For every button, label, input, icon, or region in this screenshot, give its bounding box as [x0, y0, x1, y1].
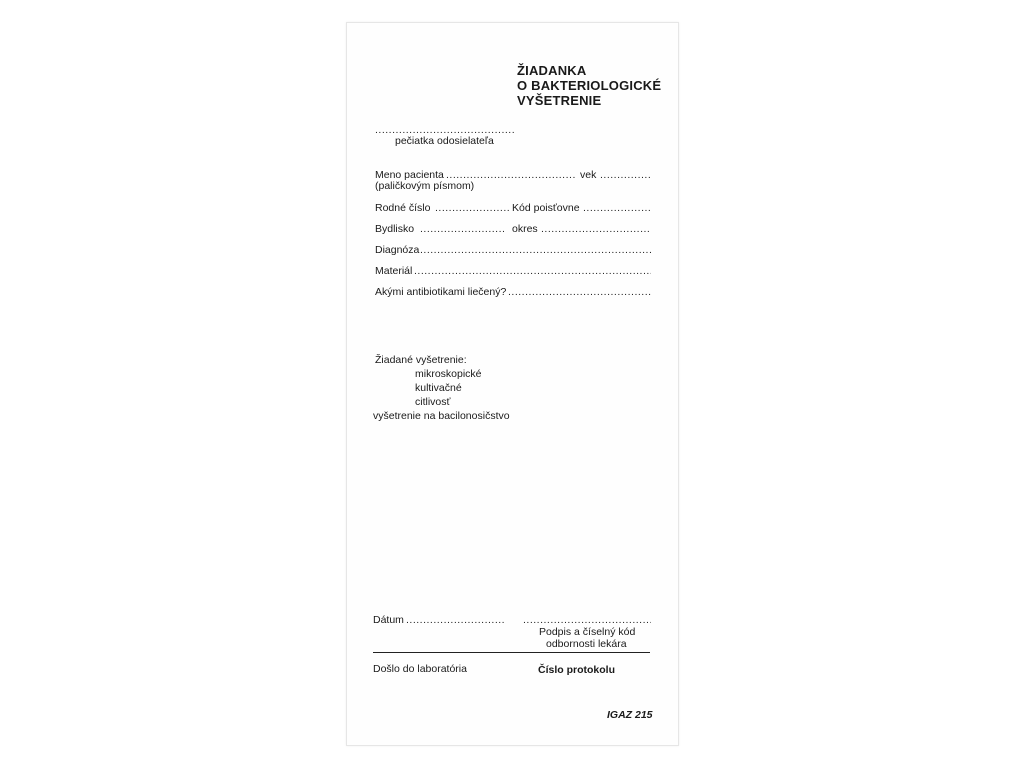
signature-field[interactable] [523, 614, 651, 626]
form-title-line-3: VYŠETRENIE [517, 93, 602, 108]
birth-number-field[interactable] [435, 202, 510, 214]
requested-exam-label: Žiadané vyšetrenie: [375, 354, 467, 366]
material-field[interactable] [414, 265, 651, 277]
option-culture[interactable]: kultivačné [415, 382, 462, 394]
protocol-label: Číslo protokolu [538, 664, 615, 676]
stamp-label: pečiatka odosielateľa [395, 135, 494, 147]
received-label: Došlo do laboratória [373, 663, 467, 675]
diagnosis-label: Diagnóza [375, 244, 420, 256]
material-label: Materiál [375, 265, 413, 277]
diagnosis-field[interactable] [420, 244, 651, 256]
form-code: IGAZ 215 [607, 709, 653, 721]
district-field[interactable] [541, 223, 651, 235]
block-letters-note: (paličkovým písmom) [375, 180, 475, 192]
antibiotics-label: Akými antibiotikami liečený? [375, 286, 507, 298]
residence-field[interactable] [420, 223, 506, 235]
option-microscopic[interactable]: mikroskopické [415, 368, 482, 380]
option-carrier-exam[interactable]: vyšetrenie na bacilonosičstvo [373, 410, 510, 422]
signature-label-line-2: odbornosti lekára [546, 638, 627, 650]
date-field[interactable] [406, 614, 506, 626]
footer-divider [373, 652, 650, 653]
district-label: okres [512, 223, 538, 235]
insurance-code-label: Kód poisťovne [512, 202, 580, 214]
residence-label: Bydlisko [375, 223, 415, 235]
signature-label-line-1: Podpis a číselný kód [539, 626, 636, 638]
antibiotics-field[interactable] [508, 286, 651, 298]
date-label: Dátum [373, 614, 404, 626]
patient-name-label: Meno pacienta [375, 169, 444, 181]
form-title-line-2: O BAKTERIOLOGICKÉ [517, 78, 662, 93]
option-sensitivity[interactable]: citlivosť [415, 396, 451, 408]
insurance-code-field[interactable] [583, 202, 651, 214]
request-form-sheet [346, 22, 679, 746]
age-field[interactable] [600, 169, 651, 181]
birth-number-label: Rodné číslo [375, 202, 431, 214]
age-label: vek [580, 169, 597, 181]
form-title-line-1: ŽIADANKA [517, 63, 587, 78]
form-title [517, 63, 661, 108]
